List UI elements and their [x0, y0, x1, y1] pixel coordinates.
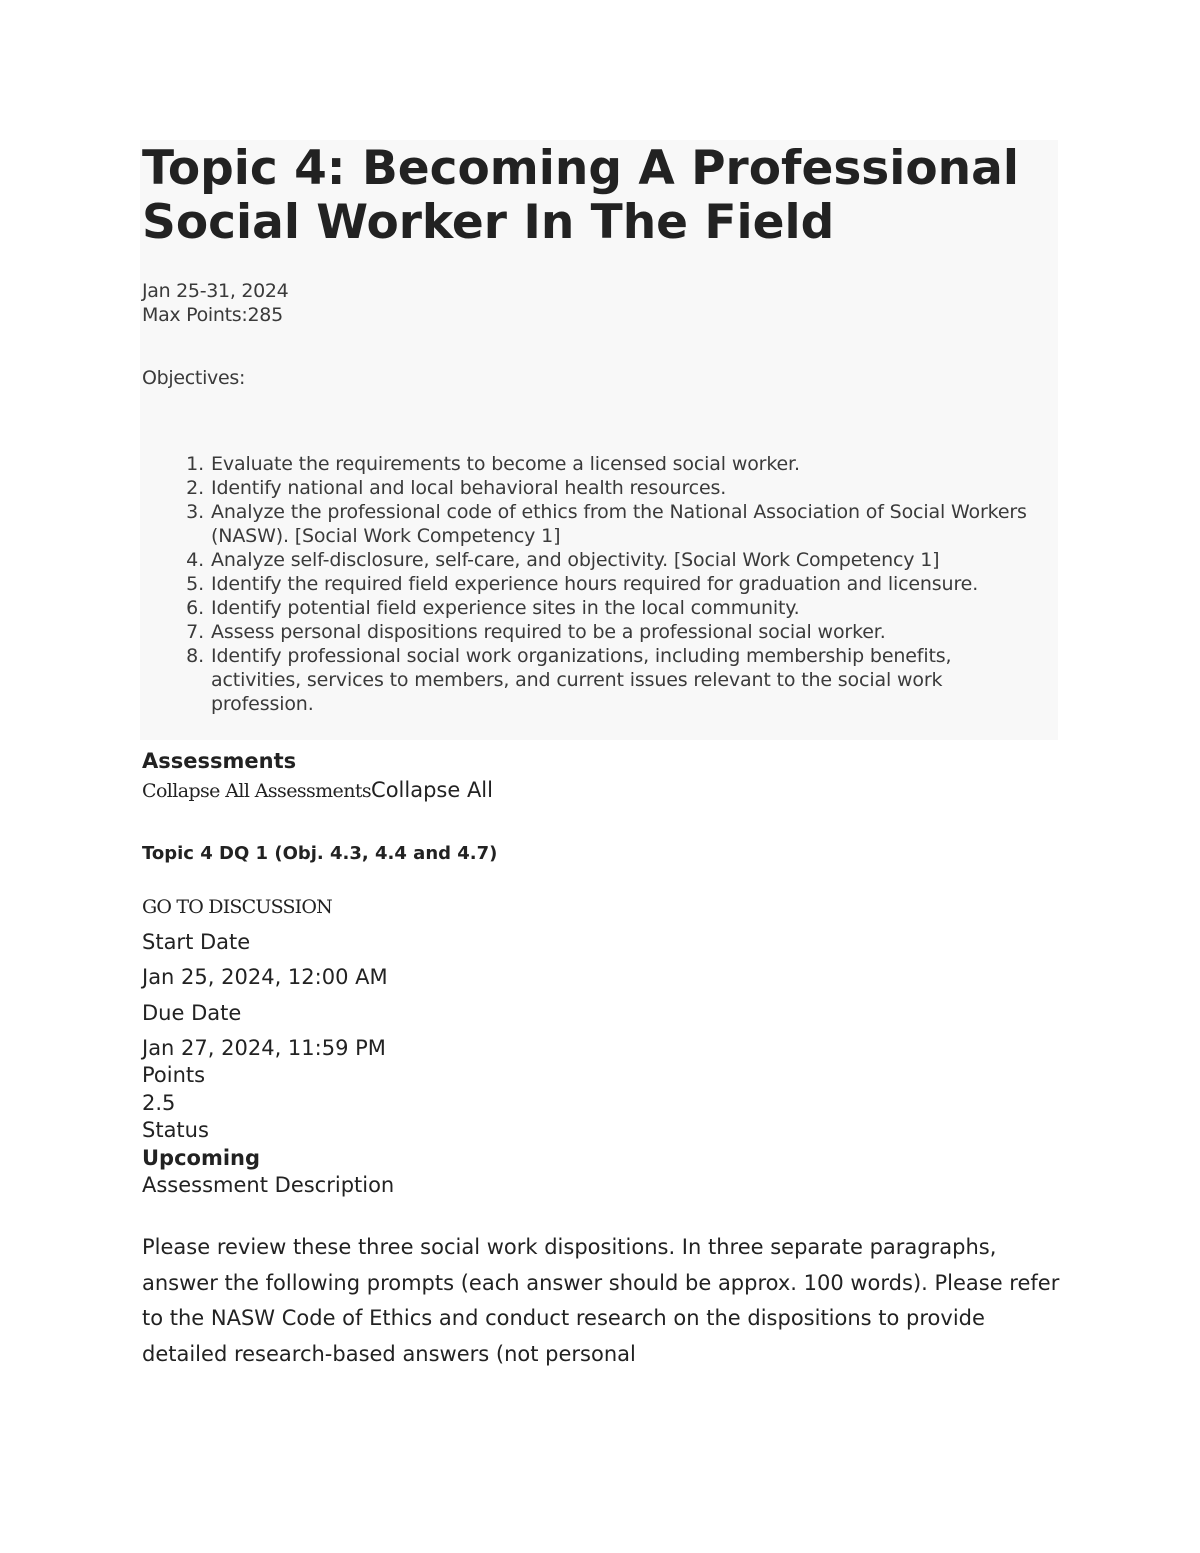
page-title: Topic 4: Becoming A Professional Social Worker In The Field [142, 141, 1019, 250]
objective-number: 8. [186, 645, 204, 667]
objective-text: Identify national and local behavioral health resources. [211, 477, 727, 499]
objective-text: Identify the required field experience hours required for graduation and licensure. [211, 573, 979, 595]
objective-item [176, 452, 1046, 476]
points-value: 2.5 [142, 1091, 176, 1115]
collapse-controls [142, 776, 493, 806]
due-date-label: Due Date [142, 1001, 242, 1025]
objective-text: Identify professional social work organizations, including membership benefits, activities, services to members, and current issues relevant to the social work profession. [211, 645, 952, 715]
collapse-all-assessments-label: Collapse All Assessments [142, 780, 372, 802]
assessment-description-label: Assessment Description [142, 1173, 395, 1197]
topic-dates: Jan 25-31, 2024 [142, 280, 289, 302]
objective-number: 2. [186, 477, 204, 499]
objectives-list [176, 452, 1046, 716]
assessments-heading: Assessments [142, 749, 297, 773]
objective-item [176, 620, 1046, 644]
objective-item [176, 476, 1046, 500]
go-to-discussion-link[interactable]: GO TO DISCUSSION [142, 896, 332, 918]
objective-text: Assess personal dispositions required to be a professional social worker. [211, 621, 886, 643]
points-label: Points [142, 1063, 206, 1087]
objective-number: 3. [186, 501, 204, 523]
topic-max-points: Max Points:285 [142, 304, 283, 326]
objective-text: Analyze the professional code of ethics from the National Association of Social Workers (NASW). [Social Work Competency 1] [211, 501, 1027, 547]
start-date-label: Start Date [142, 930, 251, 954]
objective-text: Identify potential field experience sites in the local community. [211, 597, 800, 619]
objective-text: Evaluate the requirements to become a licensed social worker. [211, 453, 800, 475]
assessment-description-text: Please review these three social work dispositions. In three separate paragraphs, answer the following prompts (each answer should be approx. 100 words). Please refer to the NASW Code of Ethics and conduct research on the dispositions to provide detailed research-based answers (not personal [142, 1235, 1060, 1366]
status-value: Upcoming [142, 1146, 261, 1170]
due-date-value: Jan 27, 2024, 11:59 PM [142, 1036, 386, 1060]
objective-text: Analyze self-disclosure, self-care, and objectivity. [Social Work Competency 1] [211, 549, 940, 571]
collapse-all-button[interactable]: Collapse All [371, 778, 493, 802]
objective-number: 4. [186, 549, 204, 571]
objective-item [176, 644, 1046, 716]
status-label: Status [142, 1118, 209, 1142]
objective-item [176, 596, 1046, 620]
objectives-label: Objectives: [142, 367, 246, 389]
objective-number: 6. [186, 597, 204, 619]
objective-number: 5. [186, 573, 204, 595]
objective-item [176, 500, 1046, 548]
assessment-title: Topic 4 DQ 1 (Obj. 4.3, 4.4 and 4.7) [142, 843, 498, 864]
objective-number: 7. [186, 621, 204, 643]
objective-item [176, 548, 1046, 572]
objective-item [176, 572, 1046, 596]
objective-number: 1. [186, 453, 204, 475]
start-date-value: Jan 25, 2024, 12:00 AM [142, 965, 388, 989]
